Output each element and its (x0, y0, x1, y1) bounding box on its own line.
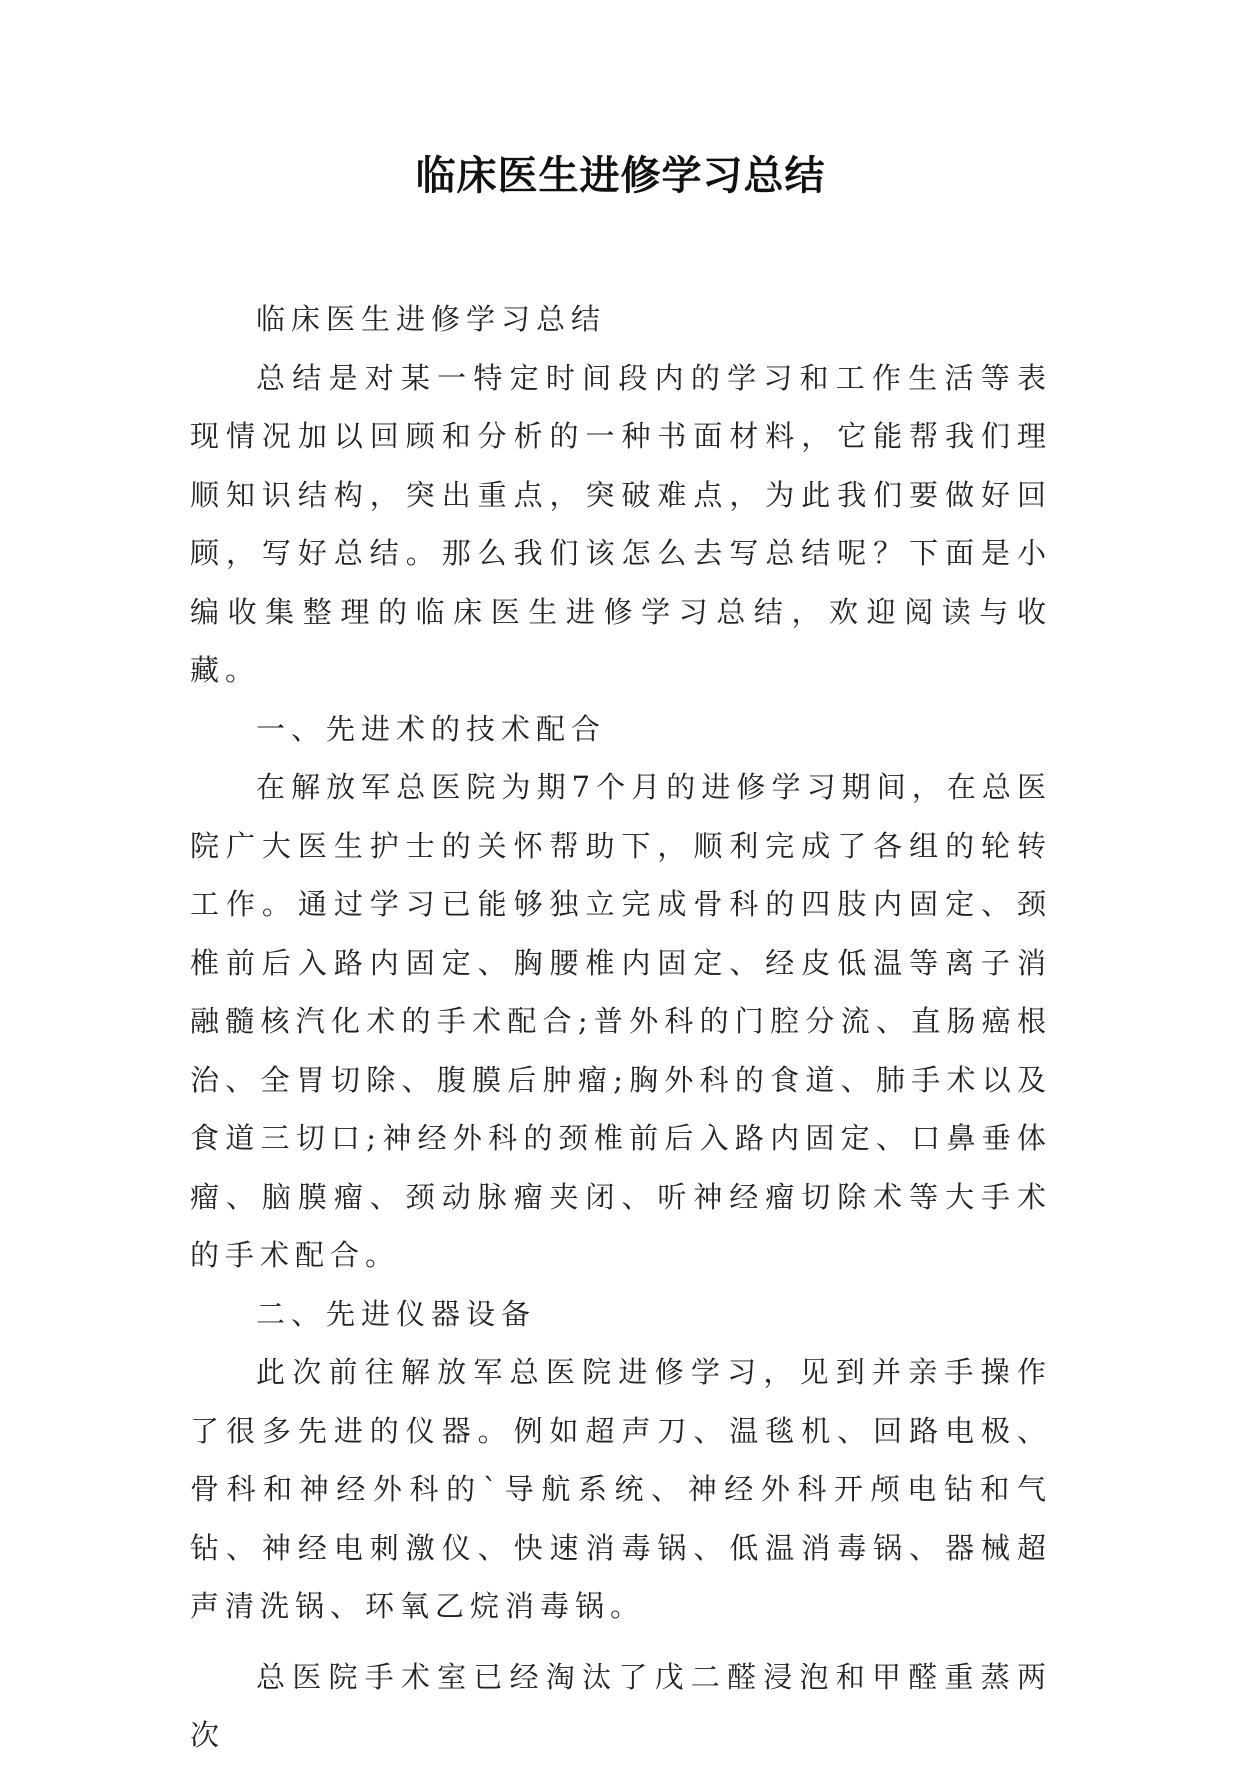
subtitle-paragraph: 临床医生进修学习总结 (256, 302, 607, 336)
section-heading-2: 二、先进仪器设备 (256, 1296, 537, 1331)
document-body (190, 290, 1052, 1765)
intro-paragraph: 总结是对某一特定时间段内的学习和工作生活等表现情况加以回顾和分析的一种书面材料，它能帮我们理顺知识结构，突出重点，突破难点，为此我们要做好回顾，写好总结。那么我们该怎么去写总结呢？下面是小编收集整理的临床医生进修学习总结，欢迎阅读与收藏。 (190, 360, 1052, 687)
section-1-paragraph: 在解放军总医院为期7个月的进修学习期间，在总医院广大医生护士的关怀帮助下，顺利完成了各组的轮转工作。通过学习已能够独立完成骨科的四肢内固定、颈椎前后入路内固定、胸腰椎内固定、经皮低温等离子消融髓核汽化术的手术配合;普外科的门腔分流、直肠癌根治、全胃切除、腹膜后肿瘤;胸外科的食道、肺手术以及食道三切口;神经外科的颈椎前后入路内固定、口鼻垂体瘤、脑膜瘤、颈动脉瘤夹闭、听神经瘤切除术等大手术的手术配合。 (190, 770, 1052, 1272)
page-title: 临床医生进修学习总结 (415, 153, 826, 199)
section-2-paragraph-continued: 总医院手术室已经淘汰了戊二醛浸泡和甲醛重蒸两次 (190, 1659, 1052, 1752)
section-heading-1: 一、先进术的技术配合 (256, 711, 607, 746)
section-2-paragraph: 此次前往解放军总医院进修学习，见到并亲手操作了很多先进的仪器。例如超声刀、温毯机、回路电极、骨科和神经外科的`导航系统、神经外科开颅电钻和气钻、神经电刺激仪、快速消毒锅、低温消毒锅、器械超声清洗锅、环氧乙烷消毒锅。 (190, 1355, 1052, 1623)
